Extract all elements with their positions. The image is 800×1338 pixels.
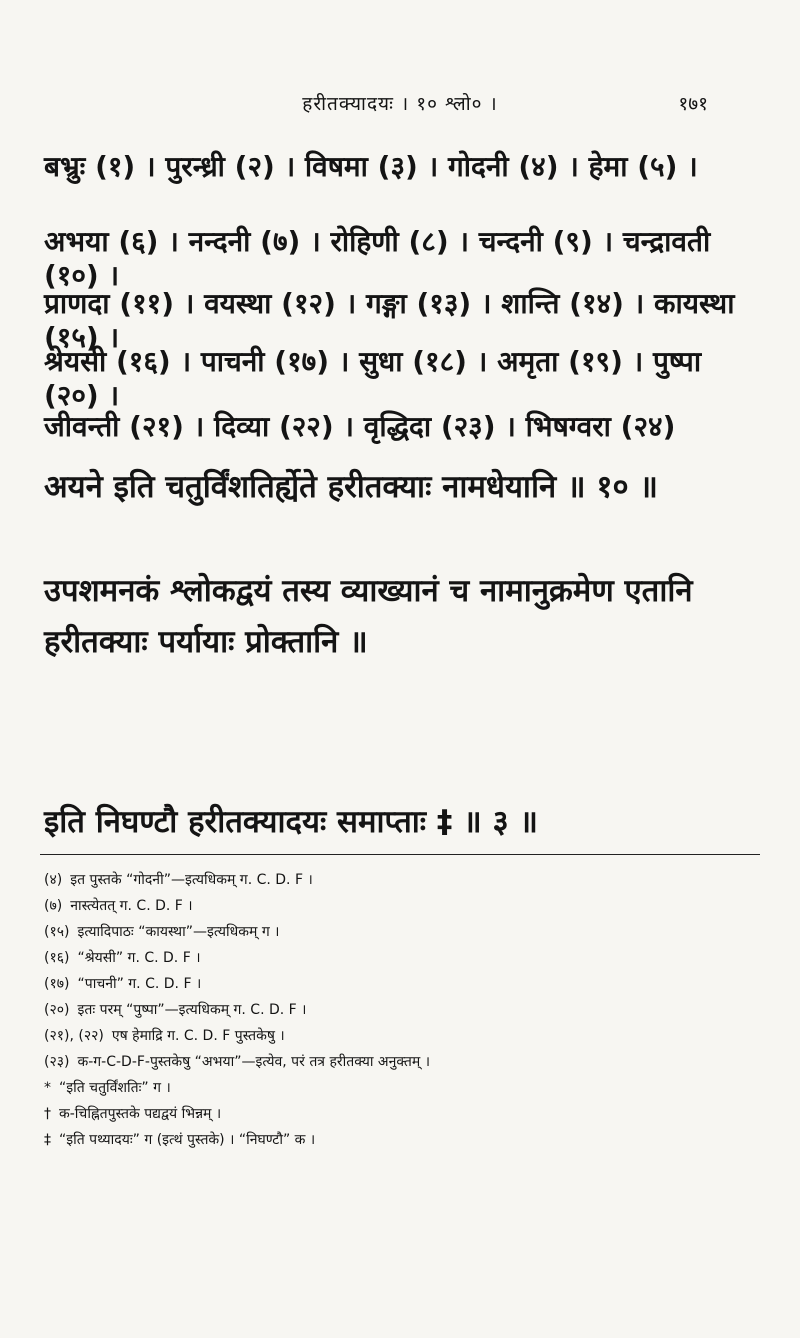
- footnote-text: नास्त्येतत् ग. C. D. F ।: [70, 898, 193, 914]
- footnote-number: (१५): [44, 924, 70, 940]
- footnote-text: इत्यादिपाठः “कायस्था”—इत्यधिकम् ग ।: [77, 924, 280, 940]
- footnote-number: (१७): [44, 976, 70, 992]
- verse-line-1: बभ्रुः (१) । पुरन्ध्री (२) । विषमा (३) । गोदनी (४) । हेमा (५) ।: [44, 150, 698, 183]
- footnote-text: “पाचनी” ग. C. D. F ।: [77, 976, 202, 992]
- footnote: [44, 1078, 760, 1099]
- footnote-text: इतः परम् “पुष्पा”—इत्यधिकम् ग. C. D. F ।: [77, 1002, 307, 1018]
- footnote: [44, 1104, 760, 1125]
- footnote-text: “इति पथ्यादयः” ग (इत्थं पुस्तके) । “निघण्टौ” क ।: [59, 1132, 316, 1148]
- running-head-title: हरीतक्यादयः । १० श्लो० ।: [302, 93, 498, 115]
- footnote-number: (२१), (२२): [44, 1028, 104, 1044]
- footnote-text: “श्रेयसी” ग. C. D. F ।: [77, 950, 201, 966]
- verse-line-3: प्राणदा (११) । वयस्था (१२) । गङ्गा (१३) । शान्ति (१४) । कायस्था (१५) ।: [44, 287, 735, 354]
- verse-line-2: अभया (६) । नन्दनी (७) । रोहिणी (८) । चन्दनी (९) । चन्द्रावती (१०) ।: [44, 225, 711, 292]
- footnote-text: क-ग-C-D-F-पुस्तकेषु “अभया”—इत्येव, परं तत्र हरीतक्या अनुक्तम् ।: [77, 1054, 431, 1070]
- footnote-number: (२०): [44, 1002, 70, 1018]
- chapter-end-line: इति निघण्टौ हरीतक्यादयः समाप्ताः ‡ ॥ ३ ॥: [44, 804, 538, 840]
- footnote: [44, 1000, 760, 1021]
- footnotes: [44, 870, 760, 1156]
- footnote-text: इत पुस्तके “गोदनी”—इत्यधिकम् ग. C. D. F ।: [70, 872, 313, 888]
- page-number: १७१: [678, 93, 708, 115]
- footnote-text: “इति चतुर्विंशतिः” ग ।: [59, 1080, 171, 1096]
- footnote-text: एष हेमाद्रि ग. C. D. F पुस्तकेषु ।: [111, 1028, 285, 1044]
- commentary-paragraph: उपशमनकं श्लोकद्वयं तस्य व्याख्यानं च नामानुक्रमेण एतानि हरीतक्याः पर्यायाः प्रोक्तानि ॥: [44, 573, 693, 661]
- footnote-number: (१६): [44, 950, 70, 966]
- footnote-number: (२३): [44, 1054, 70, 1070]
- footnote: [44, 870, 760, 891]
- footnote-rule: [40, 854, 760, 855]
- footnote: [44, 1052, 760, 1073]
- footnote: [44, 948, 760, 969]
- running-head: [0, 90, 800, 124]
- footnote: [44, 1026, 760, 1047]
- footnote-number: ‡: [44, 1132, 51, 1148]
- footnote-text: क-चिह्नितपुस्तके पद्यद्वयं भिन्नम् ।: [59, 1106, 222, 1122]
- footnote-number: †: [44, 1106, 51, 1122]
- verse-colophon: अयने इति चतुर्विंशतिर्ह्येते हरीतक्याः नामधेयानि ॥ १० ॥: [44, 469, 658, 505]
- footnote: [44, 974, 760, 995]
- footnote: [44, 922, 760, 943]
- verse-line-5: जीवन्ती (२१) । दिव्या (२२) । वृद्धिदा (२३) । भिषग्वरा (२४): [44, 410, 676, 443]
- footnote-number: (४): [44, 872, 63, 888]
- footnote-number: *: [44, 1080, 51, 1096]
- footnote: [44, 896, 760, 917]
- footnote-number: (७): [44, 898, 63, 914]
- verse-line-4: श्रेयसी (१६) । पाचनी (१७) । सुधा (१८) । अमृता (१९) । पुष्पा (२०) ।: [44, 345, 702, 412]
- footnote: [44, 1130, 760, 1151]
